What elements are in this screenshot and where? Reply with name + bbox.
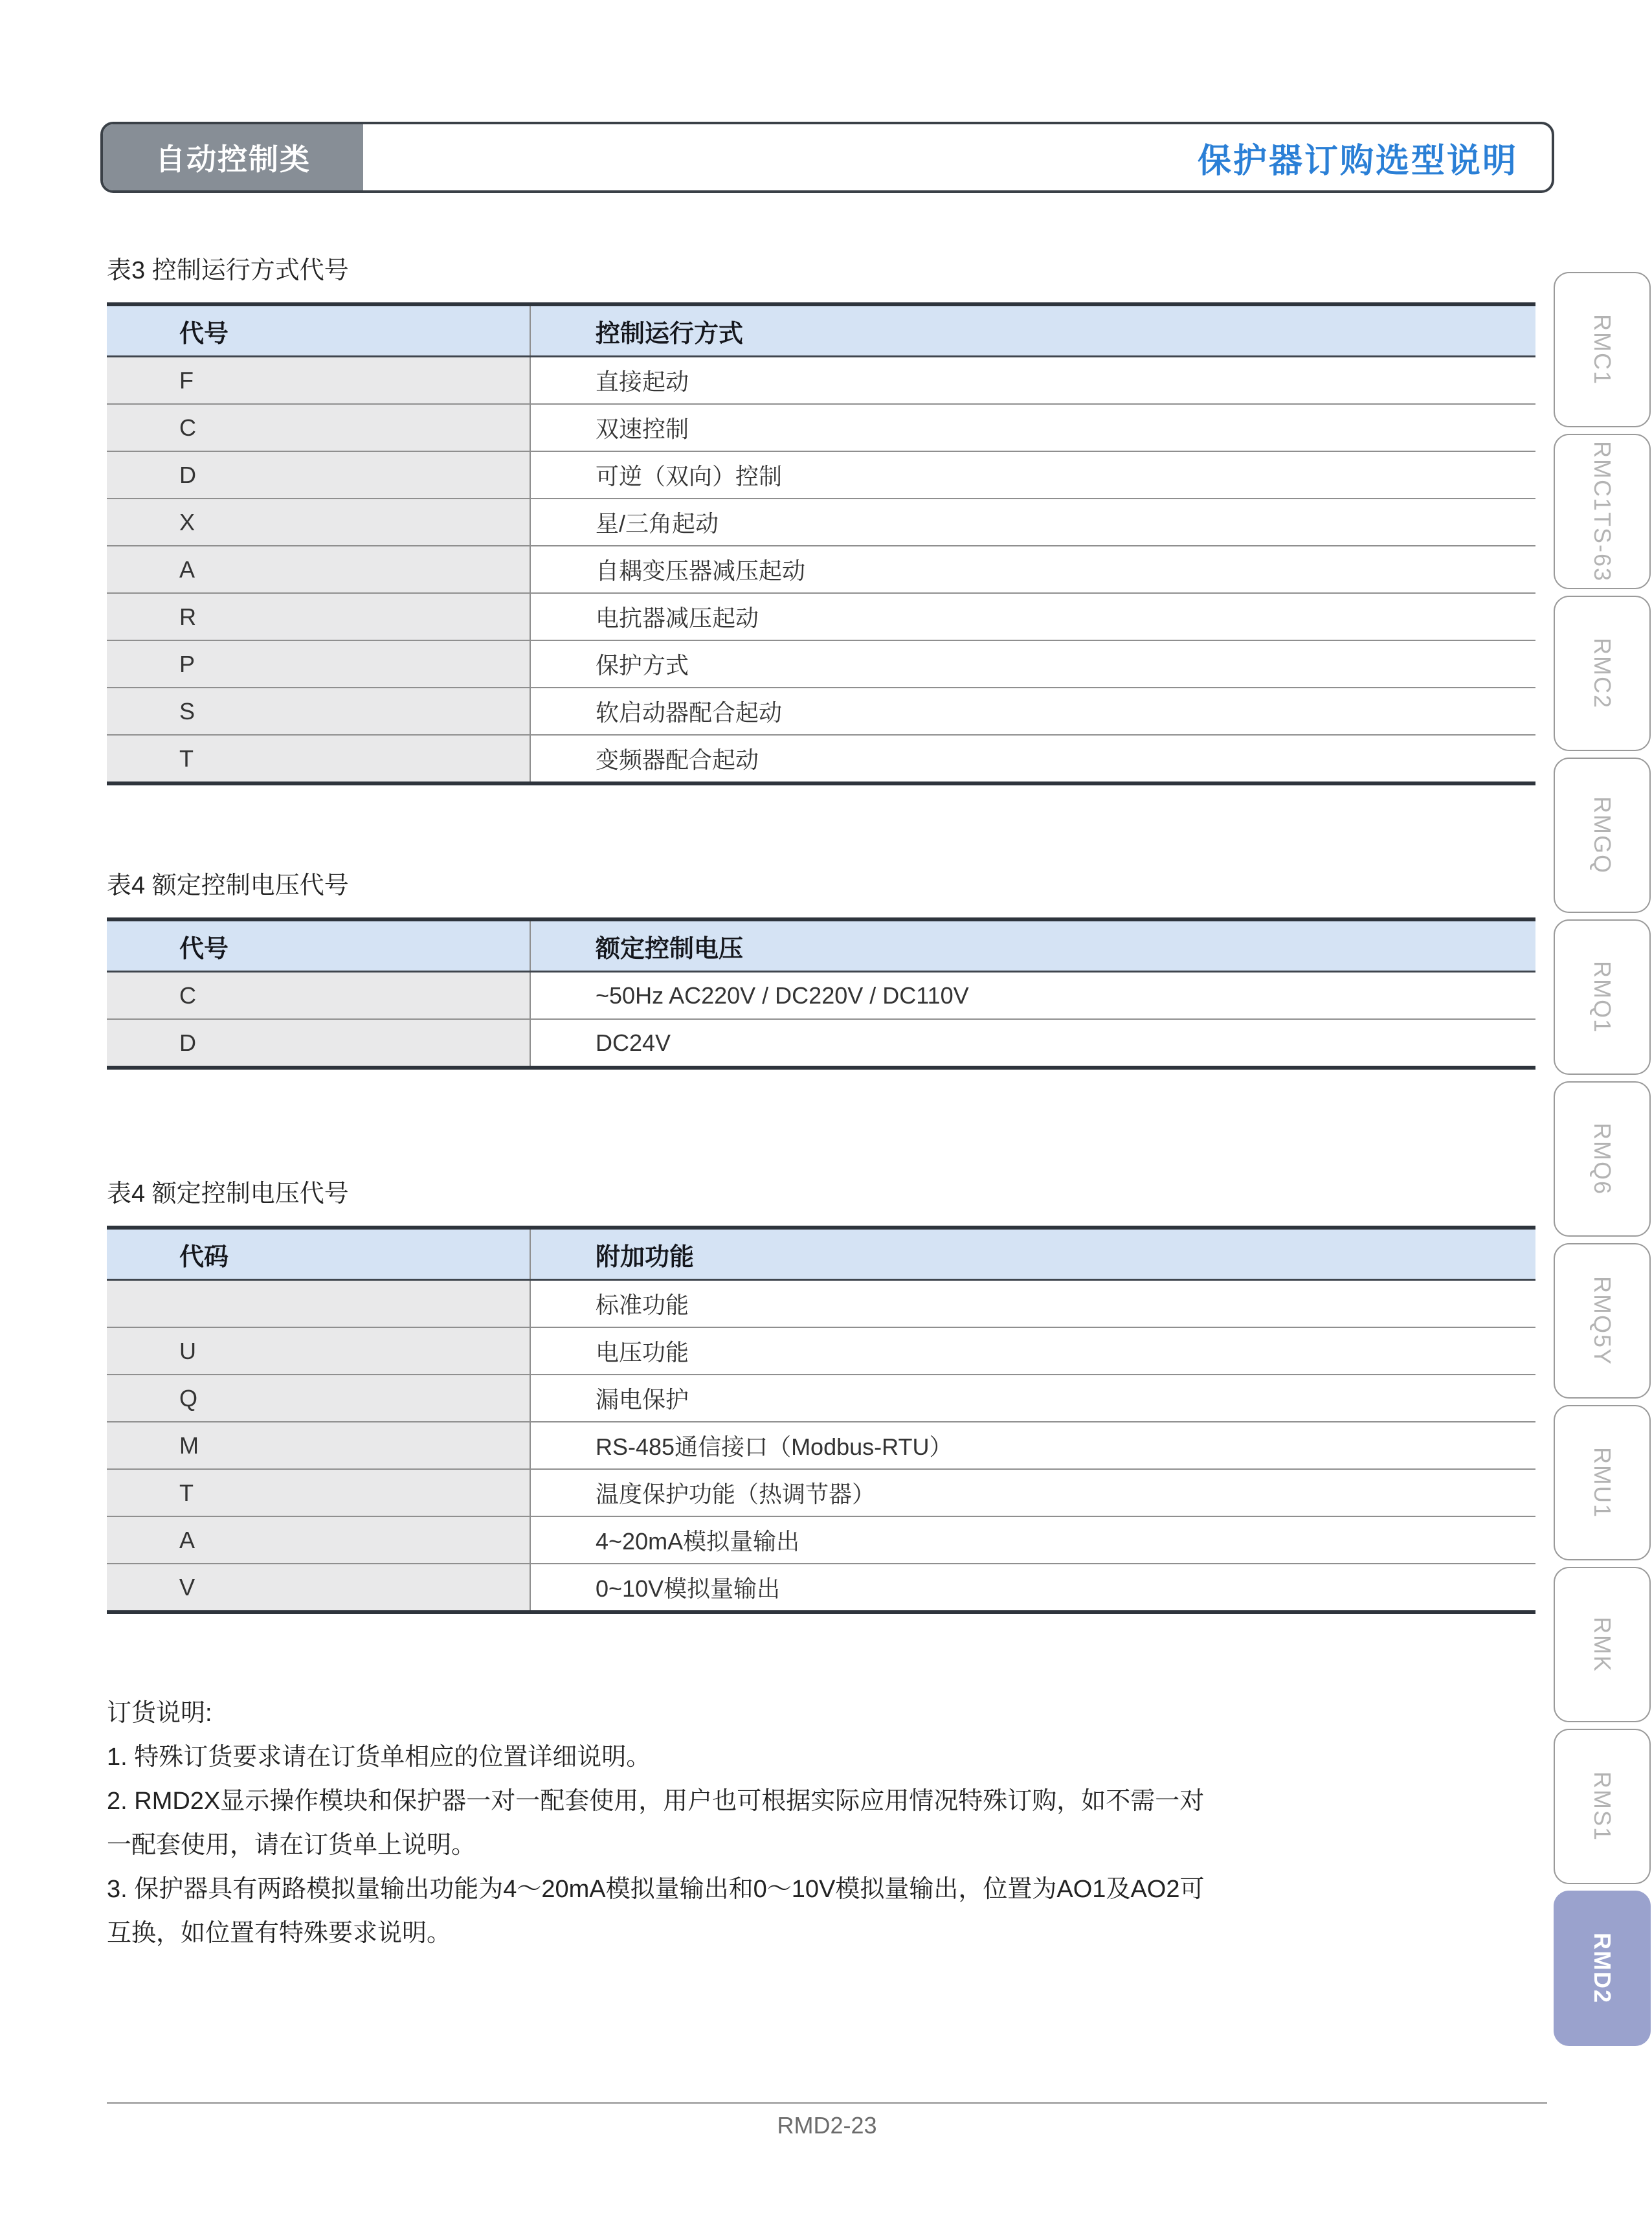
side-tab-rmc1ts-63[interactable]: RMC1TS-63 (1554, 434, 1651, 589)
table4a (107, 917, 1535, 1070)
table-header-row (107, 1230, 1535, 1281)
description-cell: 0~10V模拟量输出 (531, 1564, 1535, 1610)
notes-line-4: 3. 保护器具有两路模拟量输出功能为4～20mA模拟量输出和0～10V模拟量输出，位置为AO1及AO2可 (107, 1876, 1205, 1903)
table-header-row (107, 306, 1535, 357)
column-header-code: 代号 (107, 921, 531, 971)
code-cell: C (107, 405, 531, 451)
side-tab-rmgq[interactable]: RMGQ (1554, 758, 1651, 913)
table4b (107, 1226, 1535, 1614)
code-cell: Q (107, 1375, 531, 1421)
code-cell: P (107, 641, 531, 687)
ordering-notes (107, 1691, 1389, 1955)
side-tab-rmd2[interactable]: RMD2 (1554, 1891, 1651, 2046)
side-tab-rmk[interactable]: RMK (1554, 1567, 1651, 1722)
description-cell: 软启动器配合起动 (531, 688, 1535, 734)
code-cell: A (107, 1517, 531, 1563)
description-cell: 保护方式 (531, 641, 1535, 687)
description-cell: 标准功能 (531, 1281, 1535, 1327)
table-row (107, 1564, 1535, 1610)
table4a-section (107, 865, 1535, 1070)
code-cell: X (107, 499, 531, 545)
table4b-title: 表4 额定控制电压代号 (107, 1180, 349, 1208)
notes-title: 订货说明: (107, 1700, 212, 1727)
table-row (107, 594, 1535, 641)
description-cell: ~50Hz AC220V / DC220V / DC110V (531, 972, 1535, 1018)
code-cell: T (107, 1470, 531, 1516)
table-header-row (107, 921, 1535, 972)
table4b-section (107, 1173, 1535, 1614)
side-tab-rmc2[interactable]: RMC2 (1554, 596, 1651, 751)
table3 (107, 302, 1535, 785)
code-cell: D (107, 452, 531, 498)
notes-line-3: 一配套使用，请在订货单上说明。 (107, 1832, 476, 1859)
column-header-description: 附加功能 (596, 1243, 695, 1271)
table3-section (107, 250, 1535, 785)
description-cell: DC24V (531, 1020, 1535, 1066)
side-tab-rmq5y[interactable]: RMQ5Y (1554, 1243, 1651, 1399)
description-cell: 双速控制 (531, 405, 1535, 451)
table3-title: 表3 控制运行方式代号 (107, 257, 349, 284)
column-header-code: 代号 (107, 306, 531, 355)
table-row (107, 1020, 1535, 1066)
code-cell: C (107, 972, 531, 1018)
notes-line-2: 2. RMD2X显示操作模块和保护器一对一配套使用，用户也可根据实际应用情况特殊订购，如不需一对 (107, 1788, 1205, 1815)
code-cell: U (107, 1328, 531, 1374)
table-row (107, 688, 1535, 736)
side-tab-rmc1[interactable]: RMC1 (1554, 272, 1651, 427)
table-row (107, 641, 1535, 688)
code-cell: V (107, 1564, 531, 1610)
table-row (107, 1375, 1535, 1422)
column-header-description: 额定控制电压 (596, 935, 744, 963)
code-cell: T (107, 736, 531, 781)
description-cell: 直接起动 (531, 357, 1535, 403)
description-cell: 4~20mA模拟量输出 (531, 1517, 1535, 1563)
code-cell: M (107, 1422, 531, 1468)
description-cell: 电抗器减压起动 (531, 594, 1535, 640)
side-tab-rms1[interactable]: RMS1 (1554, 1729, 1651, 1884)
table-row (107, 546, 1535, 594)
side-tab-rmu1[interactable]: RMU1 (1554, 1405, 1651, 1560)
footer-divider (107, 2102, 1547, 2104)
description-cell: 可逆（双向）控制 (531, 452, 1535, 498)
description-cell: 星/三角起动 (531, 499, 1535, 545)
description-cell: 温度保护功能（热调节器） (531, 1470, 1535, 1516)
table-row (107, 1422, 1535, 1470)
table-row (107, 357, 1535, 405)
description-cell: 漏电保护 (531, 1375, 1535, 1421)
description-cell: 自耦变压器减压起动 (531, 546, 1535, 592)
table-row (107, 1281, 1535, 1328)
page-number: RMD2-23 (777, 2112, 877, 2139)
column-header-description: 控制运行方式 (596, 320, 744, 348)
table-row (107, 499, 1535, 546)
description-cell: RS-485通信接口（Modbus-RTU） (531, 1422, 1535, 1468)
description-cell: 变频器配合起动 (531, 736, 1535, 781)
code-cell: S (107, 688, 531, 734)
table4a-title: 表4 额定控制电压代号 (107, 872, 349, 899)
category-label: 自动控制类 (103, 124, 363, 190)
description-cell: 电压功能 (531, 1328, 1535, 1374)
table-row (107, 405, 1535, 452)
page-title: 保护器订购选型说明 (1197, 142, 1518, 180)
notes-line-1: 1. 特殊订货要求请在订货单相应的位置详细说明。 (107, 1744, 651, 1771)
notes-line-5: 互换，如位置有特殊要求说明。 (107, 1920, 452, 1947)
code-cell: F (107, 357, 531, 403)
code-cell (107, 1281, 531, 1327)
table-row (107, 452, 1535, 499)
code-cell: D (107, 1020, 531, 1066)
table-row (107, 1517, 1535, 1564)
page-header (100, 122, 1554, 193)
table-row (107, 1470, 1535, 1517)
side-tab-rmq1[interactable]: RMQ1 (1554, 919, 1651, 1075)
product-series-tabs (1554, 272, 1652, 2052)
column-header-code: 代码 (107, 1230, 531, 1279)
table-row (107, 736, 1535, 781)
table-row (107, 1328, 1535, 1375)
side-tab-rmq6[interactable]: RMQ6 (1554, 1081, 1651, 1237)
table-row (107, 972, 1535, 1020)
code-cell: A (107, 546, 531, 592)
code-cell: R (107, 594, 531, 640)
